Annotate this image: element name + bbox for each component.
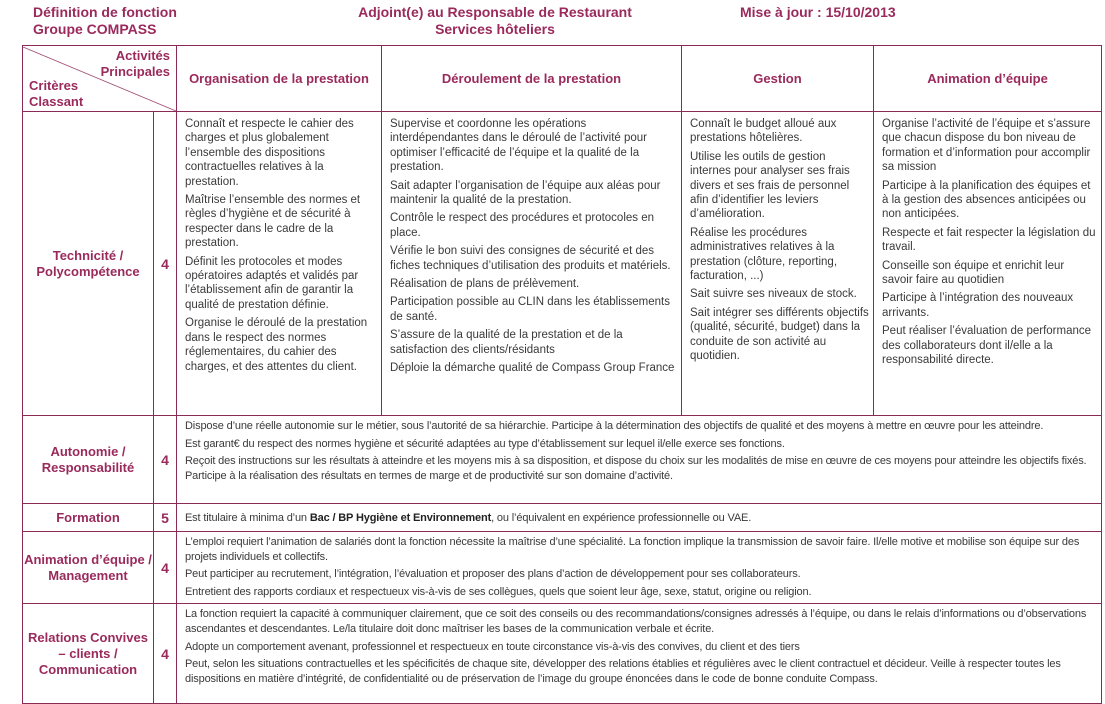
list-item: S’assure de la qualité de la prestation et de la satisfaction des clients/résidants: [390, 329, 623, 356]
formation-cell: [177, 504, 1102, 532]
company-name: Groupe COMPASS: [33, 21, 157, 37]
list-item: Organise l’activité de l’équipe et s’assure que chacun dispose du bon niveau de formation et d’information pour accomplir sa mission: [882, 118, 1091, 174]
table-row: [23, 532, 1102, 604]
organisation-cell: [177, 112, 382, 416]
formation-text: , ou l’équivalent en expérience professionnelle ou VAE.: [491, 512, 752, 525]
list-item: Utilise les outils de gestion internes pour analyser ses frais divers et ses frais de personnel afin d’identifier les leviers d’amélioration.: [690, 150, 850, 221]
list-item: Participation possible au CLIN dans les établissements de santé.: [390, 296, 670, 323]
corner-label: Activités: [115, 47, 170, 63]
list-item: Peut, selon les situations contractuelles et les spécificités de chaque site, développer des relations établies et régulières avec le client contractuel et décideur. Veille à respecter toutes les dispositions en matière d’intégrité, de confidentialité ou de préservation de l’image du groupe énoncées dans le code de bonne conduite Compass.: [185, 658, 1061, 685]
list-item: Est garant€ du respect des normes hygiène et sécurité adaptées au type d’établissement sur lequel il/elle exerce ses fonctions.: [185, 437, 785, 450]
list-item: Peut participer au recrutement, l’intégration, l’évaluation et proposer des plans d’action de développement pour ses collaborateurs.: [185, 568, 801, 581]
criterion-label: Technicité / Polycompétence: [23, 112, 154, 416]
criterion-label: Animation d’équipe / Management: [23, 532, 154, 604]
criterion-label: Formation: [23, 504, 154, 532]
list-item: Reçoit des instructions sur les résultats à atteindre et les moyens mis à sa disposition, et dispose du choix sur les modalités de mise en œuvre de ces moyens pour atteindre les objectifs fixés. Participe à la réalisation des résultats en termes de marge et de productivité sur son domaine d’activité.: [185, 455, 1087, 482]
formation-text: Est titulaire à minima d’un: [185, 512, 310, 525]
list-item: Réalisation de plans de prélèvement.: [390, 278, 580, 291]
column-header: Organisation de la prestation: [177, 46, 382, 112]
corner-label: Classant: [29, 93, 84, 109]
list-item: Connaît et respecte le cahier des charges et plus globalement l’ensemble des dispositions contractuelles relatives à la prestation.: [185, 118, 354, 188]
corner-header: [23, 46, 177, 112]
list-item: Connaît le budget alloué aux prestations hôtelières.: [690, 118, 837, 145]
gestion-cell: [682, 112, 874, 416]
relations-cell: [177, 604, 1102, 704]
list-item: Adopte un comportement avenant, professionnel et respectueux en toute circonstance vis-à-vis des convives, du client et des tiers: [185, 640, 800, 653]
list-item: Définit les protocoles et modes opératoires adaptés et validés par l’établissement afin de garantir la qualité de prestation définie.: [185, 255, 359, 311]
list-item: Organise le déroulé de la prestation dans le respect des normes réglementaires, du cahier des charges, et des attentes du client.: [185, 317, 368, 373]
list-item: Sait suivre ses niveaux de stock.: [690, 288, 857, 301]
list-item: Déploie la démarche qualité de Compass Group France: [390, 362, 675, 375]
list-item: Participe à l’intégration des nouveaux arrivants.: [882, 292, 1074, 319]
list-item: L’emploi requiert l’animation de salariés dont la fonction nécessite la maîtrise d’une spécialité. La fonction implique la transmission de savoir faire. Il/elle motive et mobilise son équipe sur des projets individuels et collectifs.: [185, 536, 1080, 563]
column-header: Animation d’équipe: [874, 46, 1102, 112]
corner-label: Principales: [100, 63, 170, 79]
column-header: Gestion: [682, 46, 874, 112]
table-row: [23, 504, 1102, 532]
job-title: [330, 4, 660, 38]
list-item: Participe à la planification des équipes et à la gestion des absences anticipées ou non anticipées.: [882, 179, 1091, 221]
list-item: Dispose d’une réelle autonomie sur le métier, sous l’autorité de sa hiérarchie. Participe à la détermination des objectifs de qualité et des moyens à mettre en œuvre pour les atteindre.: [185, 420, 1044, 432]
table-row: [23, 604, 1102, 704]
table-row: [23, 112, 1102, 416]
job-definition-table: [22, 45, 1102, 704]
list-item: Entretient des rapports cordiaux et respectueux vis-à-vis de ses collègues, quels que soient leur âge, sexe, statut, origine ou religion.: [185, 585, 812, 598]
deroulement-cell: [382, 112, 682, 416]
table-row: [23, 416, 1102, 504]
list-item: Supervise et coordonne les opérations interdépendantes dans le déroulé de l’activité pour optimiser l’efficacité de l’équipe et la qualité de la prestation.: [390, 118, 648, 174]
job-title-line2: Services hôteliers: [435, 21, 555, 37]
document-type-line1: Définition de fonction: [33, 4, 177, 20]
list-item: Réalise les procédures administratives relatives à la prestation (clôture, reporting, facturation, ...): [690, 226, 838, 283]
list-item: Sait adapter l’organisation de l’équipe aux aléas pour maintenir la qualité de la prestation.: [390, 179, 661, 207]
list-item: Maîtrise l’ensemble des normes et règles d’hygiène et de sécurité à respecter dans le cadre de la prestation.: [185, 194, 361, 250]
criterion-score: 4: [154, 112, 177, 416]
criterion-label: Autonomie / Responsabilité: [23, 416, 154, 504]
criterion-score: 5: [154, 504, 177, 532]
update-date: Mise à jour : 15/10/2013: [740, 4, 896, 20]
document-type: [33, 4, 177, 38]
autonomie-cell: [177, 416, 1102, 504]
animation-equipe-cell: [874, 112, 1102, 416]
list-item: Contrôle le respect des procédures et protocoles en place.: [390, 212, 655, 239]
header-row: [23, 46, 1102, 112]
criterion-score: 4: [154, 416, 177, 504]
criterion-score: 4: [154, 604, 177, 704]
list-item: Peut réaliser l’évaluation de performance des collaborateurs dont il/elle a la responsabilité directe.: [882, 325, 1092, 367]
list-item: Sait intégrer ses différents objectifs (qualité, sécurité, budget) dans la conduite de son activité au quotidien.: [690, 306, 869, 363]
job-title-line1: Adjoint(e) au Responsable de Restaurant: [358, 4, 632, 20]
corner-label: Critères: [29, 77, 79, 93]
formation-diploma: Bac / BP Hygiène et Environnement: [309, 512, 492, 525]
list-item: La fonction requiert la capacité à communiquer clairement, que ce soit des conseils ou des recommandations/consignes adressés à l’équipe, ou dans le relais d’informations ou d’observations ascendantes et descendantes. Le/la titulaire doit donc maîtriser les bases de la communication verbale et écrite.: [185, 608, 1087, 635]
criterion-score: 4: [154, 532, 177, 604]
list-item: Conseille son équipe et enrichit leur savoir faire au quotidien: [882, 259, 1065, 287]
column-header: Déroulement de la prestation: [382, 46, 682, 112]
list-item: Vérifie le bon suivi des consignes de sécurité et des fiches techniques d’utilisation des produits et matériels.: [390, 245, 671, 272]
list-item: Respecte et fait respecter la législation du travail.: [882, 226, 1096, 254]
criterion-label: Relations Convives – clients / Communication: [23, 604, 154, 704]
management-cell: [177, 532, 1102, 604]
